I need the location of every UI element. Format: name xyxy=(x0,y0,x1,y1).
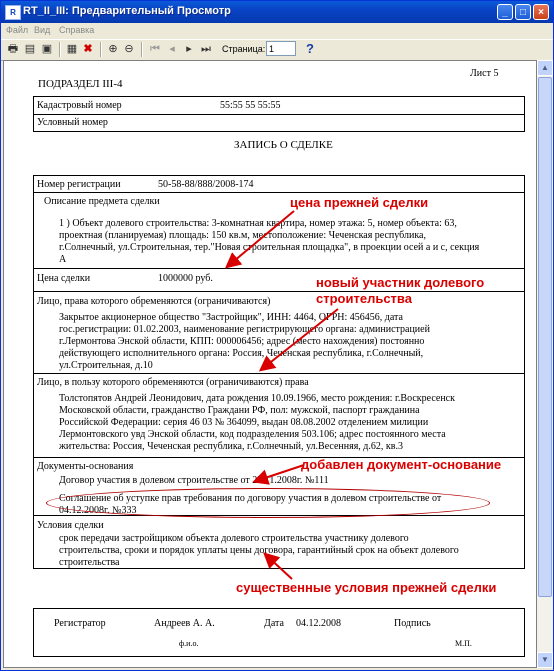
close-button[interactable]: × xyxy=(533,4,549,20)
stamp-caption: М.П. xyxy=(455,639,472,648)
cadastral-label: Кадастровый номер xyxy=(37,100,122,111)
minimize-button[interactable]: _ xyxy=(497,4,513,20)
sheet-number: Лист 5 xyxy=(470,68,499,79)
print-setup-icon[interactable]: ▤ xyxy=(24,43,36,55)
subject-line: 1 ) Объект долевого строительства: 3-комнатная квартира, номер этажа: 5, номер объекта: 63, xyxy=(59,218,457,229)
subject-line: проектная (планируемая) площадь: 150 кв.м, местоположение: Чеченская республика, xyxy=(59,230,426,241)
page-number-input[interactable]: 1 xyxy=(266,41,296,56)
menu-bar xyxy=(1,23,553,39)
toolbar-separator xyxy=(141,42,143,57)
subsection-title: ПОДРАЗДЕЛ III-4 xyxy=(38,78,123,90)
scroll-down-icon[interactable]: ▼ xyxy=(537,652,553,668)
beneficiary-line: Лермонтовского увд Энской области, код подразделения 503.106; адрес постоянного места xyxy=(59,429,446,440)
maximize-button[interactable]: □ xyxy=(515,4,531,20)
toolbar xyxy=(1,39,553,61)
subject-line: А xyxy=(59,254,67,265)
annotation-participant: новый участник долевого xyxy=(316,275,485,290)
conditional-number-label: Условный номер xyxy=(37,117,108,128)
zoom-out-icon[interactable]: ⊖ xyxy=(124,43,134,55)
document-line-added: 04.12.2008г. №333 xyxy=(59,505,137,516)
encumbered-line: г.Лермонтова Энской области, КПП: 000006456; адрес (место нахождения) постоянно xyxy=(59,336,425,347)
encumbered-line: гос.регистрации: 01.02.2003, наименование регистрирующего органа: администрацией xyxy=(59,324,430,335)
document-page xyxy=(4,61,536,667)
reg-number-value: 50-58-88/888/2008-174 xyxy=(158,179,254,190)
section-heading: ЗАПИСЬ О СДЕЛКЕ xyxy=(234,139,333,151)
price-label: Цена сделки xyxy=(37,273,91,284)
zoom-in-icon[interactable]: ⊕ xyxy=(108,43,118,55)
fio-caption: ф.и.о. xyxy=(179,639,199,648)
arrow-to-terms xyxy=(266,555,292,579)
price-value: 1000000 руб. xyxy=(158,273,213,284)
encumbered-party-label: Лицо, права которого обременяются (ограничиваются) xyxy=(37,296,271,307)
last-page-icon[interactable]: ⏭ xyxy=(201,43,211,55)
arrow-to-beneficiary xyxy=(262,309,338,369)
vertical-scrollbar[interactable] xyxy=(537,60,553,668)
encumbered-line: Закрытое акционерное общество "Застройщик", ИНН: 4464, ОГРН: 456456, дата xyxy=(59,312,403,323)
close-preview-icon[interactable]: ✖ xyxy=(83,43,93,55)
menu-help[interactable]: Справка xyxy=(59,25,95,35)
beneficiary-line: жительства: Россия, Чеченская республика, г.Солнечный, ул.Весенняя, д.62, кв.3 xyxy=(59,441,403,452)
signature-label: Подпись xyxy=(394,618,431,629)
toolbar-separator xyxy=(59,42,61,57)
beneficiary-line: Московской области, гражданство Граждани РФ, пол: мужской, паспорт гражданина xyxy=(59,405,420,416)
document-line: Договор участия в долевом строительстве от 27.11.2008г. №111 xyxy=(59,475,329,486)
annotation-arrows xyxy=(4,61,536,667)
terms-line: срок передачи застройщиком объекта долевого строительства участнику долевого xyxy=(59,533,409,544)
terms-line: строительства xyxy=(59,557,120,568)
encumbered-line: ул.Строительная, д.10 xyxy=(59,360,153,371)
annotation-terms: существенные условия прежней сделки xyxy=(236,580,497,595)
preview-area[interactable] xyxy=(3,60,537,668)
page-label: Страница: xyxy=(222,44,266,54)
scroll-thumb[interactable] xyxy=(538,77,552,597)
page-setup-icon[interactable]: ▦ xyxy=(66,43,78,55)
registrar-name: Андреев А. А. xyxy=(154,618,215,629)
date-value: 04.12.2008 xyxy=(296,618,341,629)
subject-label: Описание предмета сделки xyxy=(44,196,160,207)
print-icon[interactable]: 🖶 xyxy=(7,43,19,55)
cadastral-value: 55:55 55 55:55 xyxy=(220,100,281,111)
arrow-to-document xyxy=(256,465,304,481)
arrow-to-price xyxy=(228,211,294,266)
window-title: RT_II_III: Предварительный Просмотр xyxy=(23,5,231,17)
export-icon[interactable]: ▣ xyxy=(41,43,53,55)
toolbar-separator xyxy=(100,42,102,57)
terms-line: строительства, сроки и порядок уплаты цены договора, гарантийный срок на объект долевого xyxy=(59,545,459,556)
next-page-icon[interactable]: ▸ xyxy=(186,43,192,55)
document-line-added: Соглашение об уступке прав требования по договору участия в долевом строительстве от xyxy=(59,493,442,504)
help-icon[interactable]: ? xyxy=(306,41,314,56)
beneficiary-label: Лицо, в пользу которого обременяются (ограничиваются) права xyxy=(37,377,309,388)
prev-page-icon[interactable]: ◂ xyxy=(169,43,175,55)
reg-number-label: Номер регистрации xyxy=(37,179,121,190)
documents-label: Документы-основания xyxy=(37,461,134,472)
subject-line: г.Солнечный, ул.Строительная, тер."Новая строительная площадка", в проекции осей а и с, секция xyxy=(59,242,480,253)
annotation-price: цена прежней сделки xyxy=(290,195,429,210)
title-bar[interactable] xyxy=(1,1,553,23)
scroll-up-icon[interactable]: ▲ xyxy=(537,60,553,76)
date-label: Дата xyxy=(264,618,284,629)
registrar-label: Регистратор xyxy=(54,618,106,629)
encumbered-line: действующего исполнительного органа: Россия, Чеченская республика, г.Солнечный, xyxy=(59,348,424,359)
terms-label: Условия сделки xyxy=(37,520,104,531)
menu-file[interactable]: Файл xyxy=(6,25,29,35)
menu-view[interactable]: Вид xyxy=(34,25,51,35)
first-page-icon[interactable]: ⏮ xyxy=(150,43,160,55)
app-icon: R xyxy=(5,5,21,20)
beneficiary-line: Толстопятов Андрей Леонидович, дата рождения 10.09.1966, место рождения: г.Воскресенск xyxy=(59,393,455,404)
annotation-doc-added: добавлен документ-основание xyxy=(301,457,502,472)
annotation-participant: строительства xyxy=(316,291,412,306)
beneficiary-line: Российской Федерации: серия 46 03 № 364099, выдан 08.08.2002 отделением милиции xyxy=(59,417,429,428)
